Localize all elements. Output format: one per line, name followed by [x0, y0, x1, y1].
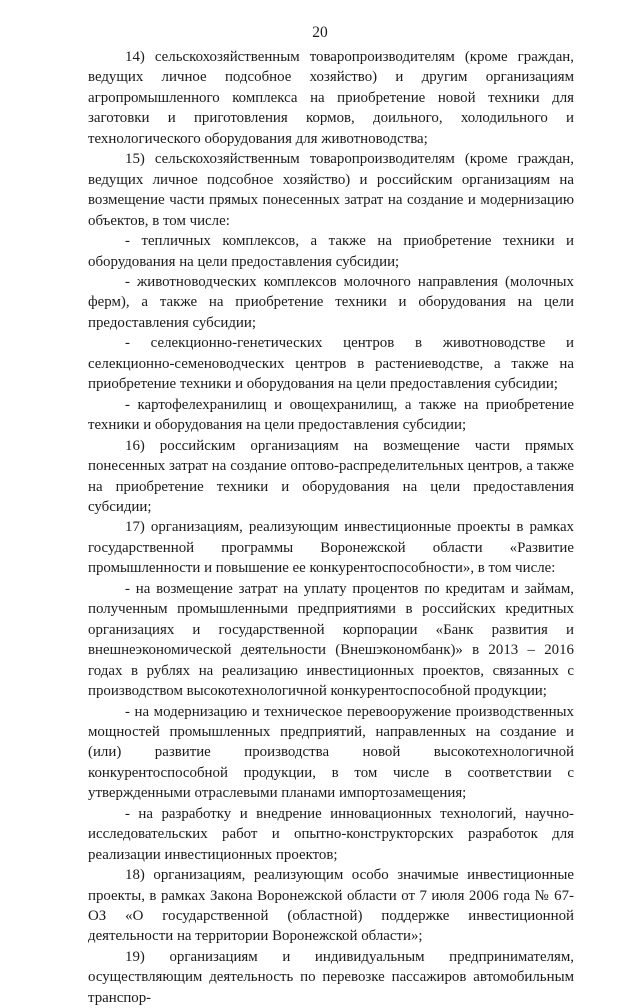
paragraph-item-14: 14) сельскохозяйственным товаропроизводителям (кроме граждан, ведущих личное подсобное хозяйство) и другим организациям агропромышленного комплекса на приобретение новой техники для заготовки и приготовления кормов, доильного, холодильного и технологического оборудования для животноводства; [88, 49, 574, 147]
paragraph-item-17: 17) организациям, реализующим инвестиционные проекты в рамках государственной программы Воронежской области «Развитие промышленности и повышение ее конкурентоспособности», в том числе: [88, 519, 574, 577]
paragraph-item-15: 15) сельскохозяйственным товаропроизводителям (кроме граждан, ведущих личное подсобное хозяйство) и российским организациям на возмещение части прямых понесенных затрат на создание и модернизацию объектов, в том числе: [88, 151, 574, 229]
subitem-greenhouse-complexes: - тепличных комплексов, а также на приобретение техники и оборудования на цели предоставления субсидии; [88, 233, 574, 270]
subitem-storage-facilities: - картофелехранилищ и овощехранилищ, а также на приобретение техники и оборудования на цели предоставления субсидии; [88, 396, 574, 434]
subitem-dairy-complexes: - животноводческих комплексов молочного направления (молочных ферм), а также на приобретение техники и оборудования на цели предоставления субсидии; [88, 273, 574, 331]
subitem-interest-reimbursement: - на возмещение затрат на уплату процентов по кредитам и займам, полученным промышленными предприятиями в российских кредитных организациях и государственной корпорации «Банк развития и внешнеэкономической деятельности (Внешэкономбанк)» в 2013 – 2016 годах в рублях на реализацию инвестиционных проектов, связанных с производством высокотехнологичной конкурентоспособной продукции; [88, 580, 574, 700]
subitem-innovation: - на разработку и внедрение инновационных технологий, научно-исследовательских работ и опытно-конструкторских разработок для реализации инвестиционных проектов; [88, 805, 574, 863]
paragraph-item-16: 16) российским организациям на возмещение части прямых понесенных затрат на создание оптово-распределительных центров, а также на приобретение техники и оборудования на цели предоставления субсидии; [88, 437, 574, 515]
subitem-breeding-centers: - селекционно-генетических центров в животноводстве и селекционно-семеноводческих центров в растениеводстве, а также на приобретение техники и оборудования на цели предоставления субсидии; [88, 335, 574, 393]
page-number: 20 [312, 24, 328, 41]
subitem-modernization: - на модернизацию и техническое перевооружение производственных мощностей промышленных предприятий, направленных на создание и (или) развитие производства новой высокотехнологичной конкурентоспособной продукции, в том числе в соответствии с утвержденными отраслевыми планами импортозамещения; [88, 703, 574, 802]
page-body [88, 47, 574, 1008]
paragraph-item-19: 19) организациям и индивидуальным предпринимателям, осуществляющим деятельность по перевозке пассажиров автомобильным транспор- [88, 948, 574, 1006]
paragraph-item-18: 18) организациям, реализующим особо значимые инвестиционные проекты, в рамках Закона Воронежской области от 7 июля 2006 года № 67-ОЗ «О государственной (областной) поддержке инвестиционной деятельности на территории Воронежской области»; [88, 867, 574, 945]
